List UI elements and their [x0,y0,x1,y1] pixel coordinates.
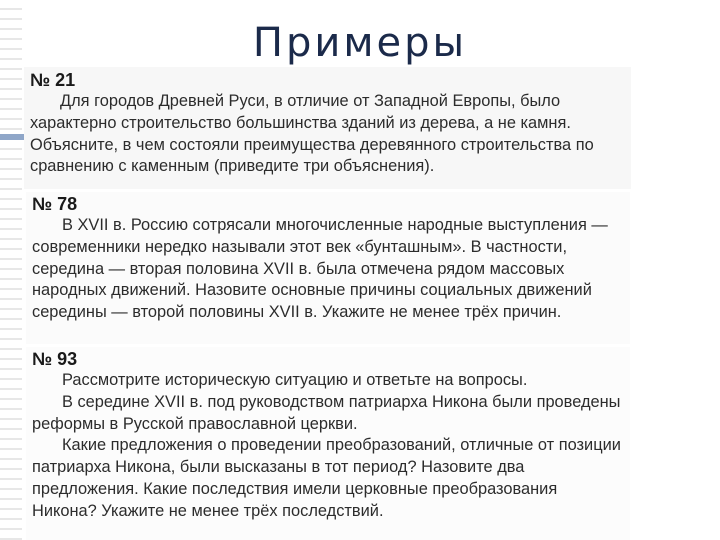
task-text: Для городов Древней Руси, в отличие от Западной Европы, было характерно строительство большинства зданий из дерева, а не камня. Объясните, в чем состояли преимущества деревянного строительства по сравнению с каменным (приведите три объяснения). [30,92,594,176]
task-number: № 78 [32,194,78,214]
accent-bar [0,134,24,140]
task-text: Какие предложения о проведении преобразований, отличные от позиции патриарха Никона, были высказаны в тот период? Назовите два предложения. Какие последствия имели церковные преобразования Никона? Укажите не менее трёх последствий. [32,436,621,520]
decorative-stripes [0,0,22,540]
task-text: Рассмотрите историческую ситуацию и ответьте на вопросы. [62,371,528,389]
task-number: № 21 [30,70,76,90]
slide-title: Примеры [252,20,468,66]
task-text: В XVII в. Россию сотрясали многочисленные народные выступления — современники нередко называли этот век «бунташным». В частности, середина — вторая половина XVII в. была отмечена рядом массовых народных движений. Назовите основные причины социальных движений середины — второй половины XVII в. Укажите не менее трёх причин. [32,216,608,322]
task-number: № 93 [32,349,78,369]
task-card-93 [26,347,630,540]
task-text: В середине XVII в. под руководством патриарха Никона были проведены реформы в Русской православной церкви. [32,392,621,433]
task-card-78 [26,192,630,344]
task-card-21 [24,67,631,189]
